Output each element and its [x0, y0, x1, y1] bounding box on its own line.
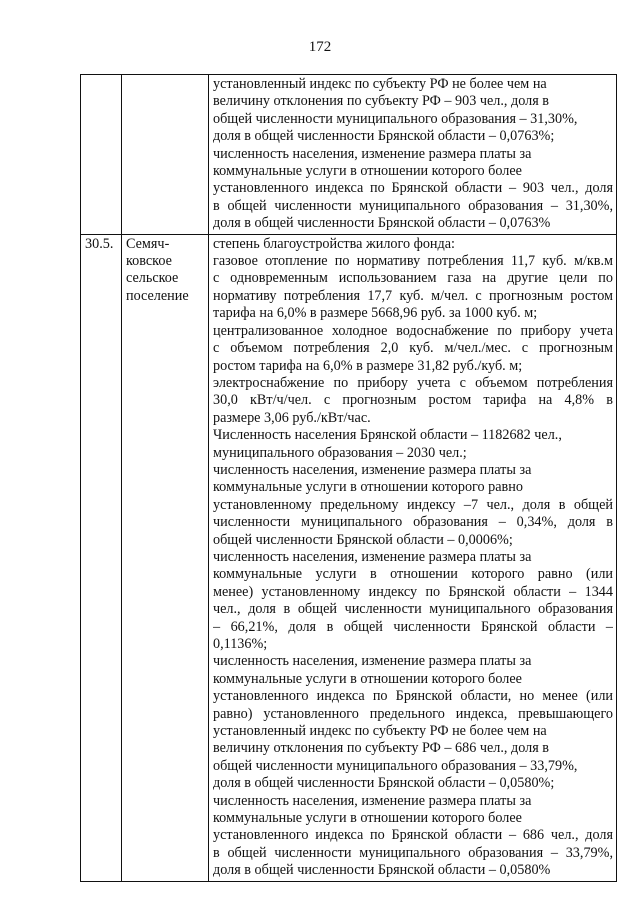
description-line: коммунальные услуги в отношении которого равно: [213, 479, 523, 496]
description-line: с объемом потребления 2,0 куб. м/чел./мес. с прогнозным: [213, 340, 613, 357]
row-number-cell: [81, 234, 122, 881]
description-line: величину отклонения по субъекту РФ – 686 чел., доля в: [213, 740, 549, 757]
description-line: установленный индекс по субъекту РФ не более чем на: [213, 723, 547, 740]
description-line: Численность населения Брянской области – 1182682 чел.,: [213, 427, 562, 444]
description-line: с одновременным использованием газа на другие цели по: [213, 270, 613, 287]
description-line: коммунальные услуги в отношении которого равно (или: [213, 566, 613, 583]
description-line: газовое отопление по нормативу потребления 11,7 куб. м/кв.м: [213, 253, 613, 270]
document-table: [80, 74, 617, 882]
row-number: 30.5.: [85, 235, 114, 252]
municipality-name-line: Семяч-: [126, 235, 170, 252]
description-line: степень благоустройства жилого фонда:: [213, 235, 455, 252]
description-cell: [209, 75, 617, 235]
description-line: муниципального образования – 2030 чел.;: [213, 444, 467, 461]
description-line: величину отклонения по субъекту РФ – 903 чел., доля в: [213, 93, 549, 110]
description-line: в общей численности муниципального образования – 33,79%,: [213, 844, 613, 861]
table-body: [81, 75, 617, 882]
description-line: установленный индекс по субъекту РФ не более чем на: [213, 76, 547, 92]
description-line: общей численности муниципального образования – 31,30%,: [213, 110, 578, 127]
description-line: доля в общей численности Брянской области – 0,0580%;: [213, 775, 555, 792]
description-line: доля в общей численности Брянской области – 0,0763%;: [213, 128, 555, 145]
description-line: установленного индекса по Брянской области – 686 чел., доля: [213, 827, 613, 844]
description-line: численность населения, изменение размера платы за: [213, 792, 532, 809]
description-line: численность населения, изменение размера платы за: [213, 145, 532, 162]
municipality-name-cell: [122, 234, 209, 881]
description-line: менее) установленному индексу по Брянской области – 1344: [213, 583, 613, 600]
description-line: численность населения, изменение размера платы за: [213, 653, 532, 670]
description-line: – 66,21%, доля в общей численности Брянской области –: [213, 618, 613, 635]
table-row: [81, 234, 617, 881]
description-line: общей численности Брянской области – 0,0006%;: [213, 531, 513, 548]
description-cell: [209, 234, 617, 881]
description-line: общей численности муниципального образования – 33,79%,: [213, 757, 578, 774]
description-line: электроснабжение по прибору учета с объемом потребления: [213, 374, 613, 391]
municipality-name-line: ковское: [126, 253, 172, 270]
description-line: размере 3,06 руб./кВт/час.: [213, 409, 371, 426]
description-line: численности муниципального образования – 0,34%, доля в: [213, 514, 613, 531]
description-line: численность населения, изменение размера платы за: [213, 461, 532, 478]
description-line: коммунальные услуги в отношении которого более: [213, 810, 522, 827]
description-line: коммунальные услуги в отношении которого более: [213, 163, 522, 180]
description-line: установленному предельному индексу –7 чел., доля в общей: [213, 496, 613, 513]
table-row: [81, 75, 617, 235]
description-line: доля в общей численности Брянской области – 0,0580%: [213, 862, 551, 879]
description-line: 30,0 кВт/ч/чел. с прогнозным ростом тарифа на 4,8% в: [213, 392, 613, 409]
description-line: 0,1136%;: [213, 636, 268, 652]
description-line: ростом тарифа на 6,0% в размере 31,82 руб./куб. м;: [213, 357, 523, 374]
description-line: коммунальные услуги в отношении которого более: [213, 670, 522, 687]
description-line: чел., доля в общей численности муниципального образования: [213, 601, 613, 618]
municipality-name-cell: [122, 75, 209, 235]
description-line: равно) установленного предельного индекса, превышающего: [213, 705, 613, 722]
description-line: доля в общей численности Брянской области – 0,0763%: [213, 215, 551, 232]
description-line: тарифа на 6,0% в размере 5668,96 руб. за 1000 куб. м;: [213, 305, 538, 322]
description-line: нормативу потребления 17,7 куб. м/чел. с прогнозным ростом: [213, 287, 613, 304]
description-line: в общей численности муниципального образования – 31,30%,: [213, 197, 613, 214]
row-number-cell: [81, 75, 122, 235]
page-number: 172: [308, 39, 332, 55]
description-line: численность населения, изменение размера платы за: [213, 548, 532, 565]
municipality-name-line: сельское: [126, 270, 179, 287]
description-line: установленного индекса по Брянской области, но менее (или: [213, 688, 613, 705]
description-line: установленного индекса по Брянской области – 903 чел., доля: [213, 180, 613, 197]
municipality-name-line: поселение: [126, 287, 189, 304]
description-line: централизованное холодное водоснабжение по прибору учета: [213, 322, 613, 339]
